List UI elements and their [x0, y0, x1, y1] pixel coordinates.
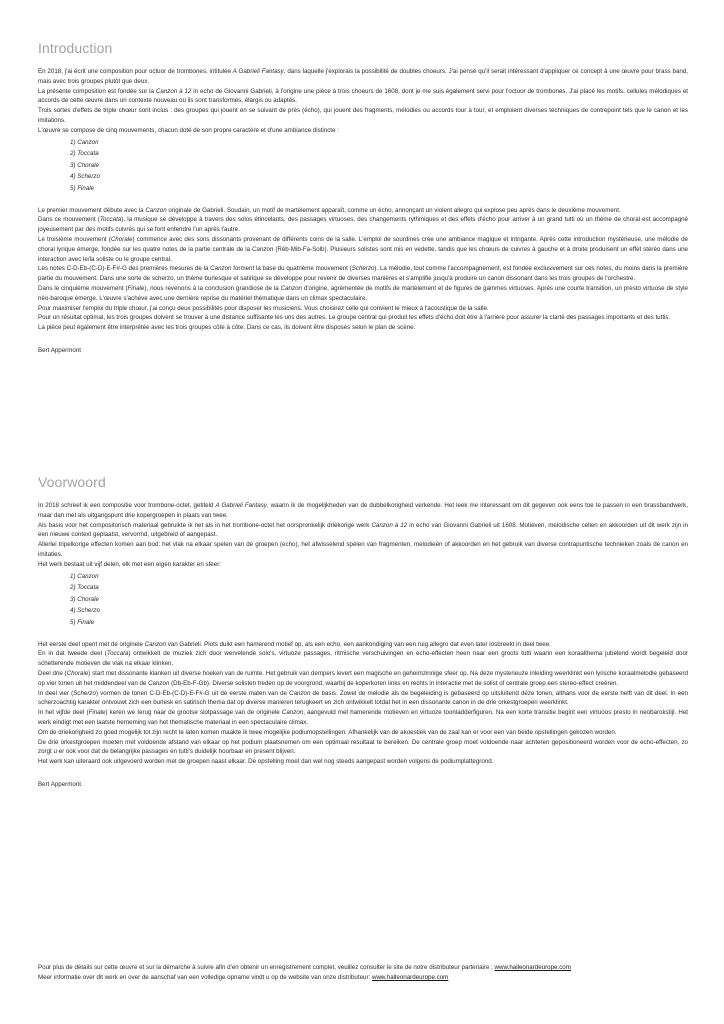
list-item: 2) Toccata	[70, 584, 99, 592]
paragraph: In 2018 schreef ik een compositie voor trombone-octet, getiteld A Gabrieli Fantasy, waarin ik de mogelijkheden van de dubbelkorigheid verkende. Het leek me interessant om dit gegeven ook eens toe te passen in een brassbandwerk, maar dan met als uitgangspunt drie kopergroepen in plaats van twee.	[38, 502, 688, 519]
paragraph: La présente composition est fondée sur la Canzon à 12 in echo de Giovanni Gabrieli, à l'origine une pièce à trois choeurs de 1608, dont je me suis également servi pour l'octuor de trombones. J'ai placé les motifs, cellules mélodiques et accords de cette œuvre dans un contexte nouveau où ils sont transformés, élargis ou adaptés.	[38, 87, 689, 105]
section-introduction	[38, 40, 688, 356]
paragraph: Allerlei tripelkorige effecten komen aan bod: het vlak na elkaar spelen van de groepen (echo), het afwisselend spelen van fragmenten, melodieën of akkoorden en het gebruik van diverse contrapuntische technieken zoals de canon en imitaties.	[38, 541, 688, 558]
paragraph: Dans le cinquième mouvement (Finale), nous revenons à la conclusion grandiose de la Canzon d'origine, agrémentée de motifs de martèlement et de figures de gammes virtuoses. Après une courte transition, un presto virtuose de style néo-baroque émerge. L'œuvre s'achève avec une dernière reprise du matériel thématique dans un climax spectaculaire.	[38, 284, 688, 302]
paragraph: Deel drie (Chorale) start met dissonante klanken uit diverse hoeken van de ruimte. Het gebruik van dempers levert een magische en geheimzinnige sfeer op. Na deze mysterieuze inleiding weerklinkt een lyrische koraalmelodie gebaseerd op vier tonen uit het middendeel van de Canzon (Db-Eb-F-Gb). Diverse solisten treden op de voorgrond, waarbij de koperkoren links en rechts in interactie met de solist of centrale groep een stereo-effect creëren.	[38, 669, 688, 687]
paragraph: En 2018, j'ai écrit une composition pour octuor de trombones, intitulée A Gabrieli Fantasy, dans laquelle j'explorais la possibilité de doubles choeurs. J'ai pensé qu'il serait intéressant d'appliquer ce concept à une œuvre pour brass band, mais avec trois groupes plutôt que deux.	[38, 68, 688, 85]
movement-list	[70, 571, 688, 629]
list-item: 1) Canzon	[70, 572, 99, 580]
paragraph: En in dat tweede deel (Toccata) ontwikkelt de muziek zich door wervelende solo's, virtuoze passages, ritmische verschuivingen en echo-effecten heen naar een groots tutti waarin een koraalthema jubelend wordt begeleid door schetterende motieven die vlak na elkaar klinken.	[38, 650, 688, 668]
distributor-link-fr[interactable]: www.halleonardeurope.com	[494, 964, 571, 971]
paragraph: Om de driekorigheid zo goed mogelijk tot zijn recht te laten komen maakte ik twee mogelijke podiumopstellingen. Afhankelijk van de akoestiek van de zaal kan er voor een van beide opstellingen gekozen worden.	[38, 728, 617, 736]
footer-nl: Meer informatie over dit werk en over de aanschaf van een volledige opname vindt u op de website van onze distributeur: www.halleonardeurope.com	[38, 973, 449, 981]
paragraph: La pièce peut également être interprétée avec les trois groupes côte à côte. Dans ce cas, ils doivent être disposés selon le plan de scène.	[38, 324, 416, 332]
signature: Bert Appermont	[38, 780, 81, 788]
paragraph: L'œuvre se compose de cinq mouvements, chacun doté de son propre caractère et d'une ambiance distincte :	[38, 126, 339, 134]
list-item: 5) Finale	[70, 184, 95, 192]
footer	[38, 963, 698, 983]
section-voorwoord	[38, 474, 688, 790]
list-item: 1) Canzon	[70, 138, 99, 146]
paragraph: De drie orkestgroepen moeten met voldoende afstand van elkaar op het podium plaatsnemen om een optimaal resultaat te bereiken. De centrale groep moet voldoende naar achteren gepositioneerd worden voor de echo-effecten, zo zorgt u er ook voor dat de belangrijke passages en tutti's duidelijk hoorbaar en present blijven.	[38, 738, 688, 756]
paragraph: Het werk kan uiteraard ook uitgevoerd worden met de groepen naast elkaar. De opstelling moet dan wel nog steeds aangepast worden volgens de podiumplattegrond.	[38, 758, 494, 766]
list-item: 4) Scherzo	[70, 607, 100, 615]
list-item: 3) Chorale	[70, 161, 99, 169]
paragraph: Dans ce mouvement (Toccata), la musique se développe à travers des solos étincelants, des passages virtuoses, des changements rythmiques et des effets d'écho pour arriver à un grand tutti où un thème de choral est accompagné joyeusement par des motifs cuivrés qui se font entendre l'un après l'autre.	[38, 216, 688, 234]
distributor-link-nl[interactable]: www.halleonardeurope.com	[371, 973, 449, 981]
paragraph: In deel vier (Scherzo) vormen de tonen C-D-Eb-(C-D)-E-F#-G uit de eerste maten van de Canzon de basis. Zowel de melodie als de begeleiding is gebaseerd op uitsluitend deze tonen, althans voor de eerste helft van dit deel. In een scherzoachtig karakter ontvouwt zich een burlesk en satirisch thema dat op diverse manieren terugkeert en zich ontwikkelt totdat het in een dissonante canon in de drie orkestgroepen weerklinkt.	[38, 689, 689, 707]
paragraph: Pour maximiser l'emploi du triple chœur, j'ai conçu deux possibilités pour disposer les musiciens. Vous choisirez celle qui convient le mieux à l'acoustique de la salle.	[38, 304, 489, 312]
paragraph: Als basis voor het compositorisch materiaal gebruikte ik net als in het trombone-octet het oorspronkelijk driekorige werk Canzon à 12 in echo van Giovanni Gabrieli uit 1608. Motieven, melodische cellen en akkoorden uit dit werk zijn in een nieuwe context geplaatst, vervormd, uitgebreid of aangepast.	[38, 521, 688, 539]
paragraph: Le premier mouvement débute avec la Canzon originale de Gabrieli. Soudain, un motif de martèlement apparaît, comme un écho, annonçant un violent allegro qui explose peu après dans le deuxième mouvement.	[38, 206, 621, 214]
paragraph: Trois sortes d'effets de triple chœur sont inclus : des groupes qui jouent en se suivant de près (écho), qui jouent des fragments, mélodies ou accords tour à tour, et emploient diverses techniques de contrepoint tels que le canon et les imitations.	[38, 107, 688, 124]
list-item: 3) Chorale	[70, 595, 99, 603]
paragraph: Pour un résultat optimal, les trois groupes doivent se trouver à une distance suffisante les uns des autres. Le groupe central qui produit les effets d'écho doit être à l'arrière pour assurer la clarté des passages importants et des tuttis.	[38, 314, 671, 322]
list-item: 2) Toccata	[70, 150, 99, 158]
list-item: 4) Scherzo	[70, 173, 100, 181]
movement-list	[70, 137, 688, 195]
paragraph: In het vijfde deel (Finale) keren we terug naar de grootse slotpassage van de originele Canzon, aangevuld met hamerende motieven en virtuoze toonladderfiguren. Na een korte transitie begint een virtuoos presto in neobarokstijl. Het werk eindigt met een laatste herneming van het thematische materiaal in een spectaculaire climax.	[38, 709, 688, 726]
paragraph: Het eerste deel opent met de originele Canzon van Gabrieli. Plots duikt een hamerend motief op, als een echo, een aankondiging van een ruig allegro dat even later losbreekt in deel twee.	[38, 640, 551, 648]
list-item: 5) Finale	[70, 618, 95, 626]
signature: Bert Appermont	[38, 346, 81, 354]
heading-introduction: Introduction	[38, 40, 113, 56]
heading-voorwoord: Voorwoord	[38, 474, 106, 490]
paragraph: Het werk bestaat uit vijf delen, elk met een eigen karakter en sfeer:	[38, 560, 221, 568]
paragraph: Le troisième mouvement (Chorale) commence avec des sons dissonants provenant de différents coins de la salle. L'emploi de sourdines crée une ambiance magique et intrigante. Après cette introduction mystérieuse, une mélodie de choral lyrique émerge, fondée sur les quatre notes de la partie centrale de la Canzon (Réb-Mib-Fa-Solb). Plusieurs solistes sont mis en vedette, tandis que les chœurs de cuivres à gauche et à droite produisent un effet stéréo dans une interaction avec le/la soliste ou le groupe central.	[38, 235, 689, 263]
footer-fr: Pour plus de détails sur cette œuvre et sur la démarche à suivre afin d'en obtenir un enregistrement complet, veuillez consulter le site de notre distributeur partenaire : www.halleonardeurope.com	[38, 964, 571, 971]
paragraph: Les notes C-D-Eb-(C-D)-E-F#-G des premières mesures de la Canzon forment la base du quatrième mouvement (Scherzo). La mélodie, tout comme l'accompagnement, est fondée exclusivement sur ces notes, du moins dans la première partie du mouvement. Dans une sorte de scherzo, un thème burlesque et satirique se développe pour revenir de diverses manières et s'amplifie jusqu'à produire un canon dissonant dans les trois groupes de l'orchestre.	[38, 265, 689, 283]
